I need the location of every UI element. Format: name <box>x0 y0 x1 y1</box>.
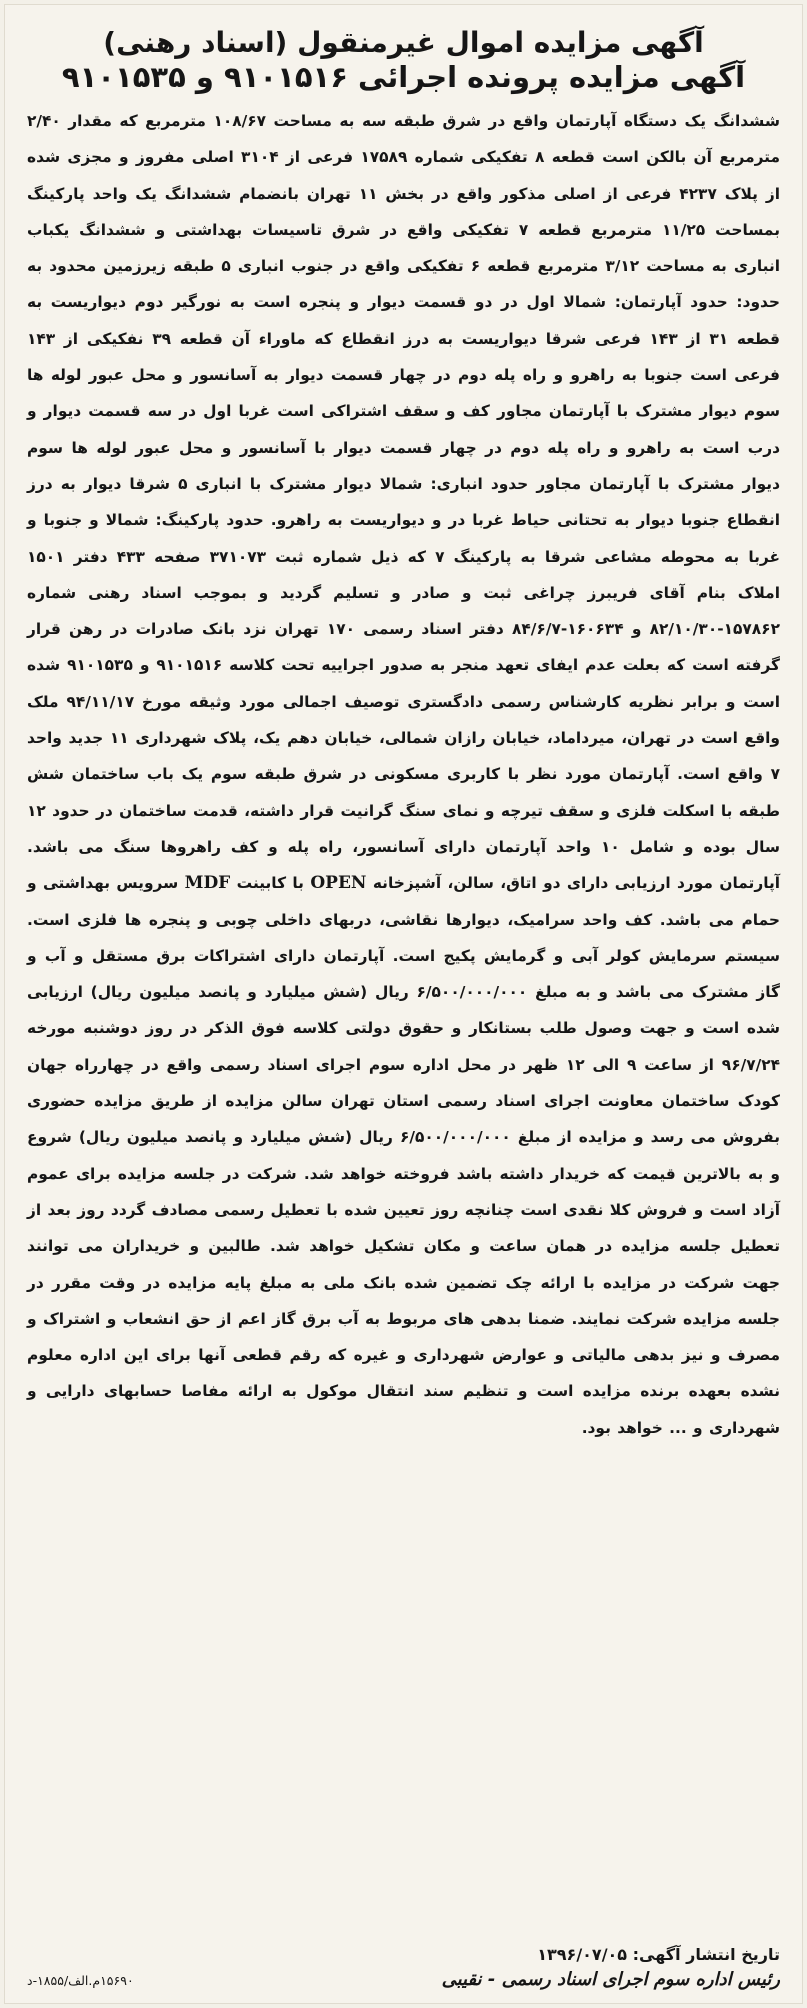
notice-header <box>5 5 802 95</box>
notice-body-part-2: با کابینت <box>236 874 304 893</box>
signature: رئیس اداره سوم اجرای اسناد رسمی - نقیبی <box>441 1969 780 1990</box>
reference-code: ۱۵۶۹۰م.الف/۱۸۵۵-د <box>27 1973 134 1988</box>
publication-date: تاریخ انتشار آگهی: ۱۳۹۶/۰۷/۰۵ <box>537 1945 780 1964</box>
notice-footer <box>27 1943 780 1990</box>
notice-body-part-1: ششدانگ یک دستگاه آپارتمان واقع در شرق طبقه سه به مساحت ۱۰۸/۶۷ مترمربع که مقدار ۲/۴۰ مترمربع آن بالکن است قطعه ۸ تفکیکی شماره ۱۷۵۸۹ فرعی از ۳۱۰۴ اصلی مفروز و مجزی شده از پلاک ۴۲۳۷ فرعی از اصلی مذکور واقع در بخش ۱۱ تهران بانضمام ششدانگ یک واحد پارکینگ بمساحت ۱۱/۲۵ مترمربع قطعه ۷ تفکیکی واقع در شرق تاسیسات بهداشتی و ششدانگ یکباب انباری به مساحت ۳/۱۲ مترمربع قطعه ۶ تفکیکی واقع در جنوب انباری ۵ طبقه زیرزمین محدود به حدود: حدود آپارتمان: شمالا اول در دو قسمت دیوار و پنجره است به نورگیر دوم دیواریست به قطعه ۳۱ از ۱۴۳ فرعی شرقا دیواریست به درز انقطاع که ماوراء آن قطعه ۳۹ نفکیکی از ۱۴۳ فرعی است جنوبا به راهرو و راه پله دوم در چهار قسمت دیوار به آسانسور و محل عبور لوله ها سوم دیوار مشترک با آپارتمان مجاور کف و سقف اشتراکی است غربا اول در سه قسمت دیوار و درب است به راهرو و راه پله دوم در چهار قسمت دیوار با آسانسور و محل عبور لوله ها سوم دیوار مشترک با آپارتمان مجاور حدود انباری: شمالا دیوار مشترک با انباری ۵ شرقا دیوار به درز انقطاع جنوبا دیوار به تحتانی حیاط غربا در و دیواریست به راهرو. حدود پارکینگ: شمالا و جنوبا و غربا به محوطه مشاعی شرقا به پارکینگ ۷ که ذیل شماره ثبت ۳۷۱۰۷۳ صفحه ۴۳۳ دفتر ۱۵۰۱ املاک بنام آقای فریبرز چراغی ثبت و صادر و تسلیم گردید و بموجب اسناد رهنی شماره ۱۵۷۸۶۲-۸۲/۱۰/۳۰ و ۱۶۰۶۳۴-۸۴/۶/۷ دفتر اسناد رسمی ۱۷۰ تهران نزد بانک صادرات در رهن قرار گرفته است که بعلت عدم ایفای تعهد منجر به صدور اجراییه تحت کلاسه ۹۱۰۱۵۱۶ و ۹۱۰۱۵۳۵ شده است و برابر نظریه کارشناس رسمی دادگستری توصیف اجمالی مورد وثیقه مورخ ۹۴/۱۱/۱۷ ملک واقع است در تهران، میرداماد، خیابان رازان شمالی، خیابان دهم یک، پلاک شهرداری ۱۱ جدید واحد ۷ واقع است. آپارتمان مورد نظر با کاربری مسکونی در شرق طبقه سوم یک باب ساختمان شش طبقه با اسکلت فلزی و سقف تیرچه و نمای سنگ گرانیت قرار داشته، قدمت ساختمان در حدود ۱۲ سال بوده و شامل ۱۰ واحد آپارتمان دارای آسانسور، راه پله و کف راهروها سنگ می باشد. آپارتمان مورد ارزیابی دارای دو اتاق، سالن، آشپزخانه <box>27 112 781 893</box>
notice-title: آگهی مزایده اموال غیرمنقول (اسناد رهنی) <box>103 26 704 59</box>
latin-term-mdf: MDF <box>184 873 231 894</box>
notice-body <box>27 103 780 1446</box>
latin-term-open: OPEN <box>310 873 367 894</box>
notice-subtitle: آگهی مزایده پرونده اجرائی ۹۱۰۱۵۱۶ و ۹۱۰۱۵۳۵ <box>61 60 746 94</box>
notice-body-part-3: سرویس بهداشتی و حمام می باشد. کف واحد سرامیک، دیوارها نقاشی، دربهای داخلی چوبی و پنجره ها فلزی است. سیستم سرمایش کولر آبی و گرمایش پکیج است. آپارتمان دارای اشتراکات برق مستقل و آب و گاز مشترک می باشد و به مبلغ ۶/۵۰۰/۰۰۰/۰۰۰ ریال (شش میلیارد و پانصد میلیون ریال) ارزیابی شده است و جهت وصول طلب بستانکار و حقوق دولتی کلاسه فوق الذکر در روز دوشنبه مورخه ۹۶/۷/۲۴ از ساعت ۹ الی ۱۲ ظهر در محل اداره سوم اجرای اسناد رسمی واقع در چهارراه جهان کودک ساختمان معاونت اجرای اسناد رسمی استان تهران سالن مزایده از طریق مزایده حضوری بفروش می رسد و مزایده از مبلغ ۶/۵۰۰/۰۰۰/۰۰۰ ریال (شش میلیارد و پانصد میلیون ریال) شروع و به بالاترین قیمت که خریدار داشته باشد فروخته خواهد شد. شرکت در جلسه مزایده برای عموم آزاد است و فروش کلا نقدی است چنانچه روز تعیین شده با تعطیل رسمی مصادف گردد روز بعد از تعطیل جلسه مزایده در همان ساعت و مکان تشکیل خواهد شد. طالبین و خریداران می توانند جهت شرکت در مزایده با ارائه چک تضمین شده بانک ملی به مبلغ پایه مزایده در وقت مقرر در جلسه مزایده شرکت نمایند. ضمنا بدهی های مربوط به آب برق گاز اعم از حق انشعاب و اشتراک و مصرف و نیز بدهی مالیاتی و عوارض شهرداری و غیره که رقم قطعی آنها برای این اداره معلوم نشده بعهده برنده مزایده است و تنظیم سند انتقال موکول به ارائه مفاصا حسابهای دارایی و شهرداری و ... خواهد بود. <box>27 874 781 1437</box>
notice-clipping <box>4 4 803 2004</box>
signature-row <box>27 1969 780 1990</box>
